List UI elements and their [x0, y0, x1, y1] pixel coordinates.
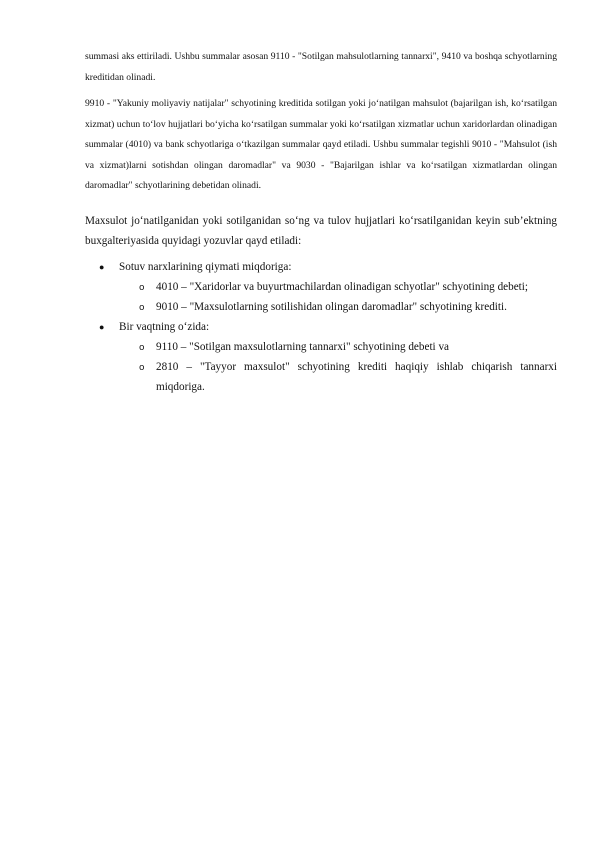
bullet-icon: ● — [99, 261, 105, 272]
list-item-label: Bir vaqtning o‘zida: — [119, 320, 210, 333]
circle-bullet-icon: o — [139, 282, 145, 293]
sub-list — [119, 277, 557, 317]
sub-list-item-text: 9010 – "Maxsulotlarning sotilishidan olingan daromadlar" schyotining krediti. — [156, 300, 507, 313]
sub-list-item — [119, 297, 557, 317]
list-item — [85, 317, 557, 397]
sub-list-item — [119, 357, 557, 397]
circle-bullet-icon: o — [139, 342, 145, 353]
sub-list-item-text: 2810 – "Tayyor maxsulot" schyotining krediti haqiqiy ishlab chiqarish tannarxi miqdoriga. — [156, 360, 557, 393]
sub-list-item-text: 9110 – "Sotilgan maxsulotlarning tannarxi" schyotining debeti va — [156, 340, 450, 353]
sub-list — [119, 337, 557, 397]
paragraph-2: 9910 - "Yakuniy moliyaviy natijalar" schyotining kreditida sotilgan yoki jo‘natilgan mahsulot (bajarilgan ish, ko‘rsatilgan xizmat) uchun to‘lov hujjatlari bo‘yicha ko‘rsatilgan summalar yoki ko‘rsatilgan xizmatlar uchun xaridorlardan olinadigan summalar (4010) va bank schyotlariga o‘tkazilgan summalar qayd etiladi. Ushbu summalar tegishli 9010 - "Mahsulot (ish va xizmat)larni sotishdan olingan daromadlar" va 9030 - "Bajarilgan ishlar va ko‘rsatilgan xizmatlardan olingan daromadlar" schyotlarining debetidan olinadi. — [85, 98, 557, 191]
entries-list — [85, 257, 557, 397]
paragraph-3: Maxsulot jo‘natilganidan yoki sotilganidan so‘ng va tulov hujjatlari ko‘rsatilganidan keyin sub’ektning buxgalteriyasida quyidagi yozuvlar qayd etiladi: — [85, 214, 557, 247]
list-item — [85, 257, 557, 317]
list-item-label: Sotuv narxlarining qiymati miqdoriga: — [119, 260, 292, 273]
circle-bullet-icon: o — [139, 302, 145, 313]
paragraph-1: summasi aks ettiriladi. Ushbu summalar asosan 9110 - "Sotilgan mahsulotlarning tannarxi", 9410 va boshqa schyotlarning kreditidan olinadi. — [85, 51, 557, 83]
sub-list-item — [119, 277, 557, 297]
circle-bullet-icon: o — [139, 362, 145, 373]
bullet-icon: ● — [99, 321, 105, 332]
sub-list-item — [119, 337, 557, 357]
sub-list-item-text: 4010 – "Xaridorlar va buyurtmachilardan olinadigan schyotlar" schyotining debeti; — [156, 280, 529, 293]
document-body — [85, 47, 557, 397]
